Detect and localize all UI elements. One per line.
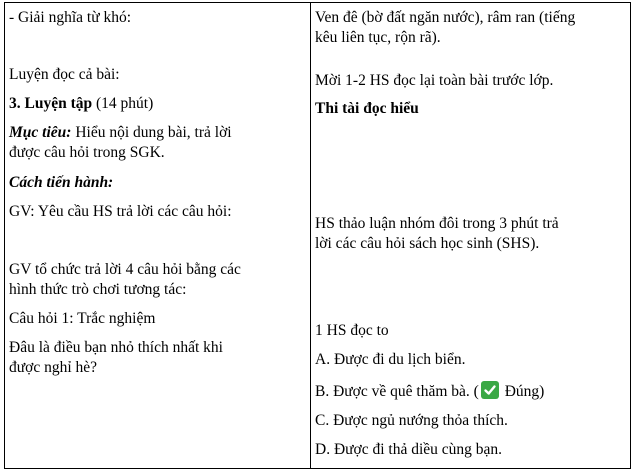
question1-text-line2: được nghỉ hè? bbox=[9, 359, 98, 376]
method-label: Cách tiến hành: bbox=[9, 174, 114, 191]
vocab-heading: - Giải nghĩa từ khó: bbox=[9, 9, 132, 26]
check-mark-icon bbox=[481, 381, 499, 399]
question1-label: Câu hỏi 1: Trắc nghiệm bbox=[9, 310, 156, 327]
gv-request: GV: Yêu cầu HS trả lời các câu hỏi: bbox=[9, 203, 232, 220]
section3-heading bbox=[9, 94, 153, 114]
question1-text-line1: Đâu là điều bạn nhỏ thích nhất khi bbox=[9, 339, 223, 356]
goal-label: Mục tiêu: bbox=[9, 124, 72, 141]
section3-duration: (14 phút) bbox=[96, 95, 154, 112]
option-a: A. Được đi du lịch biển. bbox=[315, 351, 466, 368]
discuss-line1: HS thảo luận nhóm đôi trong 3 phút trả bbox=[315, 215, 559, 232]
section3-title: 3. Luyện tập bbox=[9, 95, 93, 112]
column-divider bbox=[310, 3, 311, 468]
option-b bbox=[315, 381, 544, 402]
contest-title: Thi tài đọc hiểu bbox=[315, 100, 419, 117]
reread-instruction: Mời 1-2 HS đọc lại toàn bài trước lớp. bbox=[315, 72, 554, 89]
gv-organize-line1: GV tổ chức trả lời 4 câu hỏi bằng các bbox=[9, 261, 241, 278]
lesson-table bbox=[4, 2, 631, 469]
goal-text-line1: Hiểu nội dung bài, trả lời bbox=[75, 124, 232, 141]
option-b-text: B. Được về quê thăm bà. ( bbox=[315, 383, 479, 400]
goal-line bbox=[9, 123, 232, 143]
gv-organize-line2: hình thức trò chơi tương tác: bbox=[9, 281, 187, 298]
vocab-line1: Ven đê (bờ đất ngăn nước), râm ran (tiếng bbox=[315, 9, 576, 26]
option-c: C. Được ngủ nướng thỏa thích. bbox=[315, 412, 508, 429]
option-b-correct-label: Đúng) bbox=[504, 383, 545, 400]
read-whole-text: Luyện đọc cả bài: bbox=[9, 66, 120, 83]
option-d: D. Được đi thả diều cùng bạn. bbox=[315, 441, 503, 458]
discuss-line2: lời các câu hỏi sách học sinh (SHS). bbox=[315, 235, 540, 252]
hs-read-aloud: 1 HS đọc to bbox=[315, 322, 389, 339]
goal-text-line2: được câu hỏi trong SGK. bbox=[9, 144, 165, 161]
vocab-line2: kêu liên tục, rộn rã). bbox=[315, 29, 441, 46]
